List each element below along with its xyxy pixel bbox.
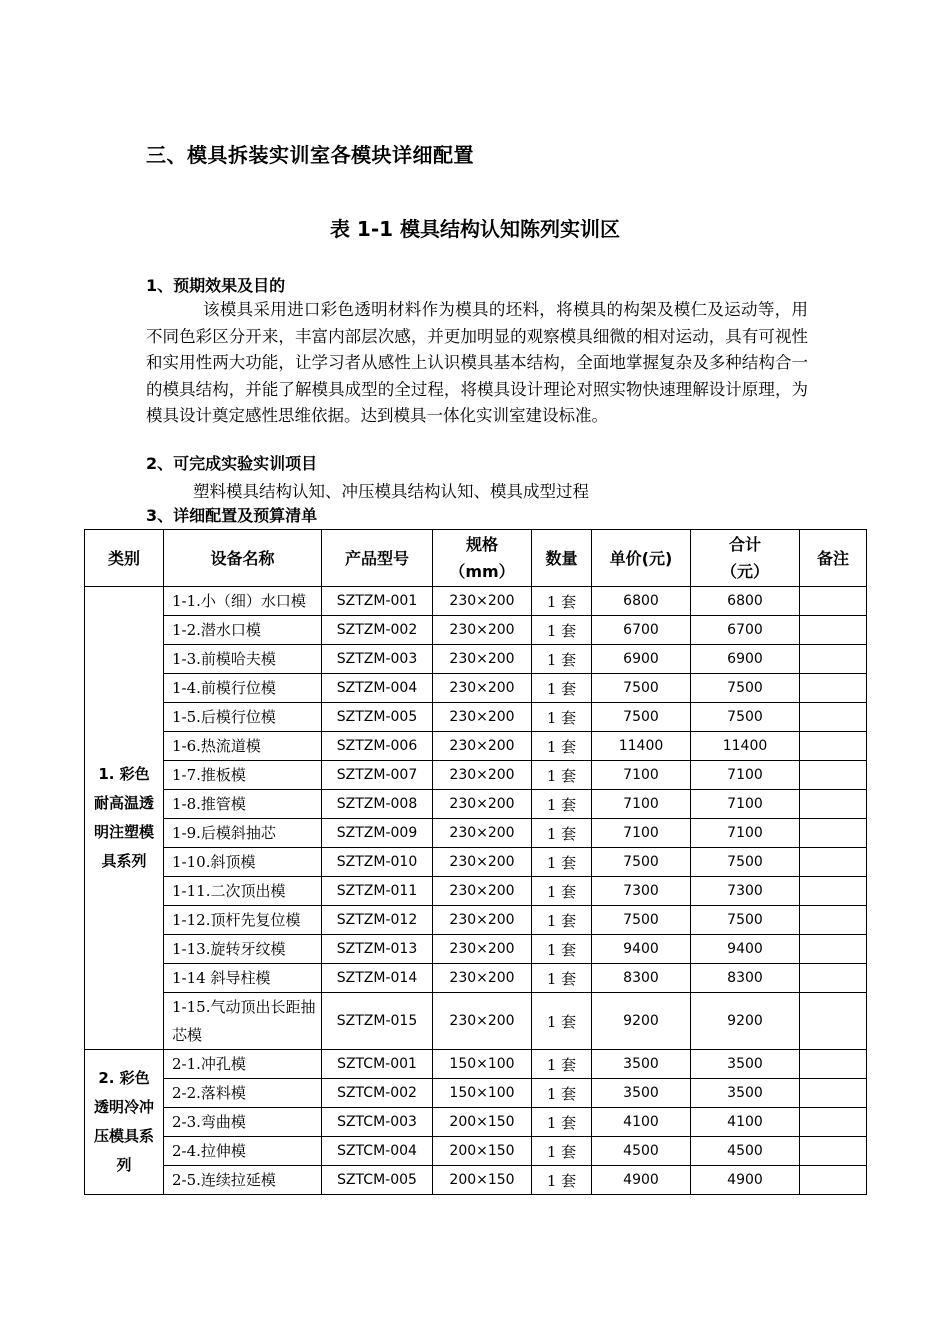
spec-cell: 230×200 — [433, 732, 532, 761]
remark-cell — [800, 935, 867, 964]
model-cell: SZTZM-006 — [322, 732, 433, 761]
header-spec — [433, 530, 532, 587]
heading-training-items: 2、可完成实验实训项目 — [146, 454, 318, 473]
remark-cell — [800, 790, 867, 819]
name-cell: 1-13.旋转牙纹模 — [164, 935, 322, 964]
table-row — [85, 848, 867, 877]
price-cell: 11400 — [592, 732, 691, 761]
model-cell: SZTZM-002 — [322, 616, 433, 645]
name-cell: 2-5.连续拉延模 — [164, 1166, 322, 1195]
name-cell: 1-11.二次顶出模 — [164, 877, 322, 906]
qty-cell: 1 套 — [532, 877, 592, 906]
table-row — [85, 645, 867, 674]
model-cell: SZTCM-001 — [322, 1050, 433, 1079]
total-cell: 7500 — [691, 906, 800, 935]
table-row — [85, 674, 867, 703]
model-cell: SZTZM-012 — [322, 906, 433, 935]
table-title: 表 1-1 模具结构认知陈列实训区 — [329, 217, 621, 241]
spec-cell: 230×200 — [433, 964, 532, 993]
remark-cell — [800, 964, 867, 993]
model-cell: SZTZM-013 — [322, 935, 433, 964]
table-row — [85, 1050, 867, 1079]
price-cell: 7500 — [592, 674, 691, 703]
qty-cell: 1 套 — [532, 993, 592, 1050]
total-cell: 7100 — [691, 761, 800, 790]
price-cell: 4900 — [592, 1166, 691, 1195]
spec-cell: 200×150 — [433, 1166, 532, 1195]
name-cell: 1-1.小（细）水口模 — [164, 587, 322, 616]
remark-cell — [800, 906, 867, 935]
name-cell: 1-14 斜导柱模 — [164, 964, 322, 993]
spec-cell: 230×200 — [433, 935, 532, 964]
spec-cell: 230×200 — [433, 645, 532, 674]
total-cell: 7300 — [691, 877, 800, 906]
model-cell: SZTZM-015 — [322, 993, 433, 1050]
table-row — [85, 703, 867, 732]
total-cell: 4900 — [691, 1166, 800, 1195]
total-cell: 7500 — [691, 703, 800, 732]
qty-cell: 1 套 — [532, 674, 592, 703]
spec-cell: 230×200 — [433, 819, 532, 848]
spec-cell: 230×200 — [433, 993, 532, 1050]
name-cell: 2-1.冲孔模 — [164, 1050, 322, 1079]
remark-cell — [800, 1108, 867, 1137]
total-cell: 7100 — [691, 790, 800, 819]
qty-cell: 1 套 — [532, 906, 592, 935]
spec-cell: 230×200 — [433, 587, 532, 616]
price-cell: 9400 — [592, 935, 691, 964]
description-paragraph: 该模具采用进口彩色透明材料作为模具的坯料，将模具的构架及模仁及运动等，用不同色彩区分开来，丰富内部层次感，并更加明显的观察模具细微的相对运动，具有可视性和实用性两大功能，让学习者从感性上认识模具基本结构，全面地掌握复杂及多种结构合一的模具结构，并能了解模具成型的全过程，将模具设计理论对照实物快速理解设计原理，为模具设计奠定感性思维依据。达到模具一体化实训室建设标准。 — [146, 300, 808, 425]
remark-cell — [800, 1079, 867, 1108]
table-header-row — [85, 530, 867, 587]
qty-cell: 1 套 — [532, 703, 592, 732]
remark-cell — [800, 1137, 867, 1166]
qty-cell: 1 套 — [532, 935, 592, 964]
qty-cell: 1 套 — [532, 819, 592, 848]
price-cell: 7100 — [592, 761, 691, 790]
name-cell: 1-12.顶杆先复位模 — [164, 906, 322, 935]
table-row — [85, 790, 867, 819]
qty-cell: 1 套 — [532, 964, 592, 993]
total-cell: 7500 — [691, 674, 800, 703]
price-cell: 8300 — [592, 964, 691, 993]
spec-cell: 200×150 — [433, 1108, 532, 1137]
table-row — [85, 616, 867, 645]
table-row — [85, 935, 867, 964]
qty-cell: 1 套 — [532, 761, 592, 790]
name-cell: 2-2.落料模 — [164, 1079, 322, 1108]
model-cell: SZTZM-008 — [322, 790, 433, 819]
spec-cell: 230×200 — [433, 761, 532, 790]
price-cell: 4100 — [592, 1108, 691, 1137]
qty-cell: 1 套 — [532, 848, 592, 877]
table-row — [85, 906, 867, 935]
table-row — [85, 1079, 867, 1108]
qty-cell: 1 套 — [532, 1079, 592, 1108]
model-cell: SZTCM-003 — [322, 1108, 433, 1137]
total-cell: 8300 — [691, 964, 800, 993]
header-qty: 数量 — [532, 530, 592, 587]
spec-cell: 230×200 — [433, 906, 532, 935]
total-cell: 9400 — [691, 935, 800, 964]
total-cell: 9200 — [691, 993, 800, 1050]
spec-cell: 230×200 — [433, 790, 532, 819]
remark-cell — [800, 993, 867, 1050]
price-cell: 3500 — [592, 1079, 691, 1108]
name-cell: 1-9.后模斜抽芯 — [164, 819, 322, 848]
price-cell: 7500 — [592, 703, 691, 732]
model-cell: SZTZM-003 — [322, 645, 433, 674]
qty-cell: 1 套 — [532, 790, 592, 819]
qty-cell: 1 套 — [532, 587, 592, 616]
qty-cell: 1 套 — [532, 732, 592, 761]
price-cell: 7500 — [592, 848, 691, 877]
remark-cell — [800, 645, 867, 674]
name-cell: 1-4.前模行位模 — [164, 674, 322, 703]
model-cell: SZTZM-001 — [322, 587, 433, 616]
spec-cell: 230×200 — [433, 674, 532, 703]
name-cell: 1-2.潜水口模 — [164, 616, 322, 645]
model-cell: SZTZM-009 — [322, 819, 433, 848]
model-cell: SZTCM-002 — [322, 1079, 433, 1108]
table-row — [85, 819, 867, 848]
total-cell: 6700 — [691, 616, 800, 645]
remark-cell — [800, 703, 867, 732]
table-row — [85, 964, 867, 993]
price-cell: 6800 — [592, 587, 691, 616]
spec-cell: 230×200 — [433, 877, 532, 906]
table-row — [85, 877, 867, 906]
name-cell: 1-8.推管模 — [164, 790, 322, 819]
model-cell: SZTZM-004 — [322, 674, 433, 703]
remark-cell — [800, 616, 867, 645]
category-cell: 2. 彩色透明冷冲压模具系列 — [85, 1050, 164, 1195]
price-cell: 7100 — [592, 790, 691, 819]
name-cell: 2-3.弯曲模 — [164, 1108, 322, 1137]
table-row — [85, 761, 867, 790]
price-cell: 4500 — [592, 1137, 691, 1166]
qty-cell: 1 套 — [532, 616, 592, 645]
remark-cell — [800, 587, 867, 616]
total-cell: 3500 — [691, 1050, 800, 1079]
spec-cell: 230×200 — [433, 848, 532, 877]
table-row — [85, 587, 867, 616]
header-remark: 备注 — [800, 530, 867, 587]
price-cell: 7500 — [592, 906, 691, 935]
budget-table — [84, 529, 867, 1195]
spec-cell: 150×100 — [433, 1050, 532, 1079]
total-cell: 3500 — [691, 1079, 800, 1108]
total-cell: 11400 — [691, 732, 800, 761]
training-items-text: 塑料模具结构认知、冲压模具结构认知、模具成型过程 — [193, 482, 589, 501]
heading-budget-list: 3、详细配置及预算清单 — [146, 506, 318, 525]
total-cell: 6800 — [691, 587, 800, 616]
model-cell: SZTZM-005 — [322, 703, 433, 732]
table-row — [85, 1166, 867, 1195]
qty-cell: 1 套 — [532, 1137, 592, 1166]
header-spec-line1: 规格 — [465, 535, 498, 554]
table-row — [85, 1108, 867, 1137]
qty-cell: 1 套 — [532, 1166, 592, 1195]
remark-cell — [800, 877, 867, 906]
model-cell: SZTZM-011 — [322, 877, 433, 906]
name-cell: 1-15.气动顶出长距抽芯模 — [164, 993, 322, 1050]
header-total-line1: 合计 — [728, 535, 761, 554]
price-cell: 6900 — [592, 645, 691, 674]
model-cell: SZTZM-010 — [322, 848, 433, 877]
table-row — [85, 1137, 867, 1166]
header-unit-price: 单价(元) — [592, 530, 691, 587]
qty-cell: 1 套 — [532, 645, 592, 674]
price-cell: 7300 — [592, 877, 691, 906]
name-cell: 1-5.后模行位模 — [164, 703, 322, 732]
total-cell: 6900 — [691, 645, 800, 674]
name-cell: 1-3.前模哈夫模 — [164, 645, 322, 674]
spec-cell: 150×100 — [433, 1079, 532, 1108]
heading-expected-effect: 1、预期效果及目的 — [146, 276, 286, 295]
header-category: 类别 — [85, 530, 164, 587]
total-cell: 4100 — [691, 1108, 800, 1137]
name-cell: 1-10.斜顶模 — [164, 848, 322, 877]
qty-cell: 1 套 — [532, 1050, 592, 1079]
header-total — [691, 530, 800, 587]
remark-cell — [800, 1166, 867, 1195]
model-cell: SZTZM-014 — [322, 964, 433, 993]
price-cell: 7100 — [592, 819, 691, 848]
remark-cell — [800, 1050, 867, 1079]
total-cell: 7100 — [691, 819, 800, 848]
remark-cell — [800, 848, 867, 877]
total-cell: 7500 — [691, 848, 800, 877]
header-spec-line2: （mm） — [449, 562, 515, 581]
model-cell: SZTCM-005 — [322, 1166, 433, 1195]
section-title: 三、模具拆装实训室各模块详细配置 — [146, 143, 474, 167]
spec-cell: 200×150 — [433, 1137, 532, 1166]
total-cell: 4500 — [691, 1137, 800, 1166]
remark-cell — [800, 732, 867, 761]
table-row — [85, 732, 867, 761]
model-cell: SZTZM-007 — [322, 761, 433, 790]
remark-cell — [800, 819, 867, 848]
price-cell: 6700 — [592, 616, 691, 645]
name-cell: 1-7.推板模 — [164, 761, 322, 790]
price-cell: 9200 — [592, 993, 691, 1050]
category-cell: 1. 彩色耐高温透明注塑模具系列 — [85, 587, 164, 1050]
remark-cell — [800, 674, 867, 703]
table-row — [85, 993, 867, 1050]
header-total-line2: （元） — [720, 562, 769, 581]
header-model: 产品型号 — [322, 530, 433, 587]
model-cell: SZTCM-004 — [322, 1137, 433, 1166]
remark-cell — [800, 761, 867, 790]
spec-cell: 230×200 — [433, 616, 532, 645]
header-name: 设备名称 — [164, 530, 322, 587]
price-cell: 3500 — [592, 1050, 691, 1079]
name-cell: 1-6.热流道模 — [164, 732, 322, 761]
qty-cell: 1 套 — [532, 1108, 592, 1137]
name-cell: 2-4.拉伸模 — [164, 1137, 322, 1166]
spec-cell: 230×200 — [433, 703, 532, 732]
